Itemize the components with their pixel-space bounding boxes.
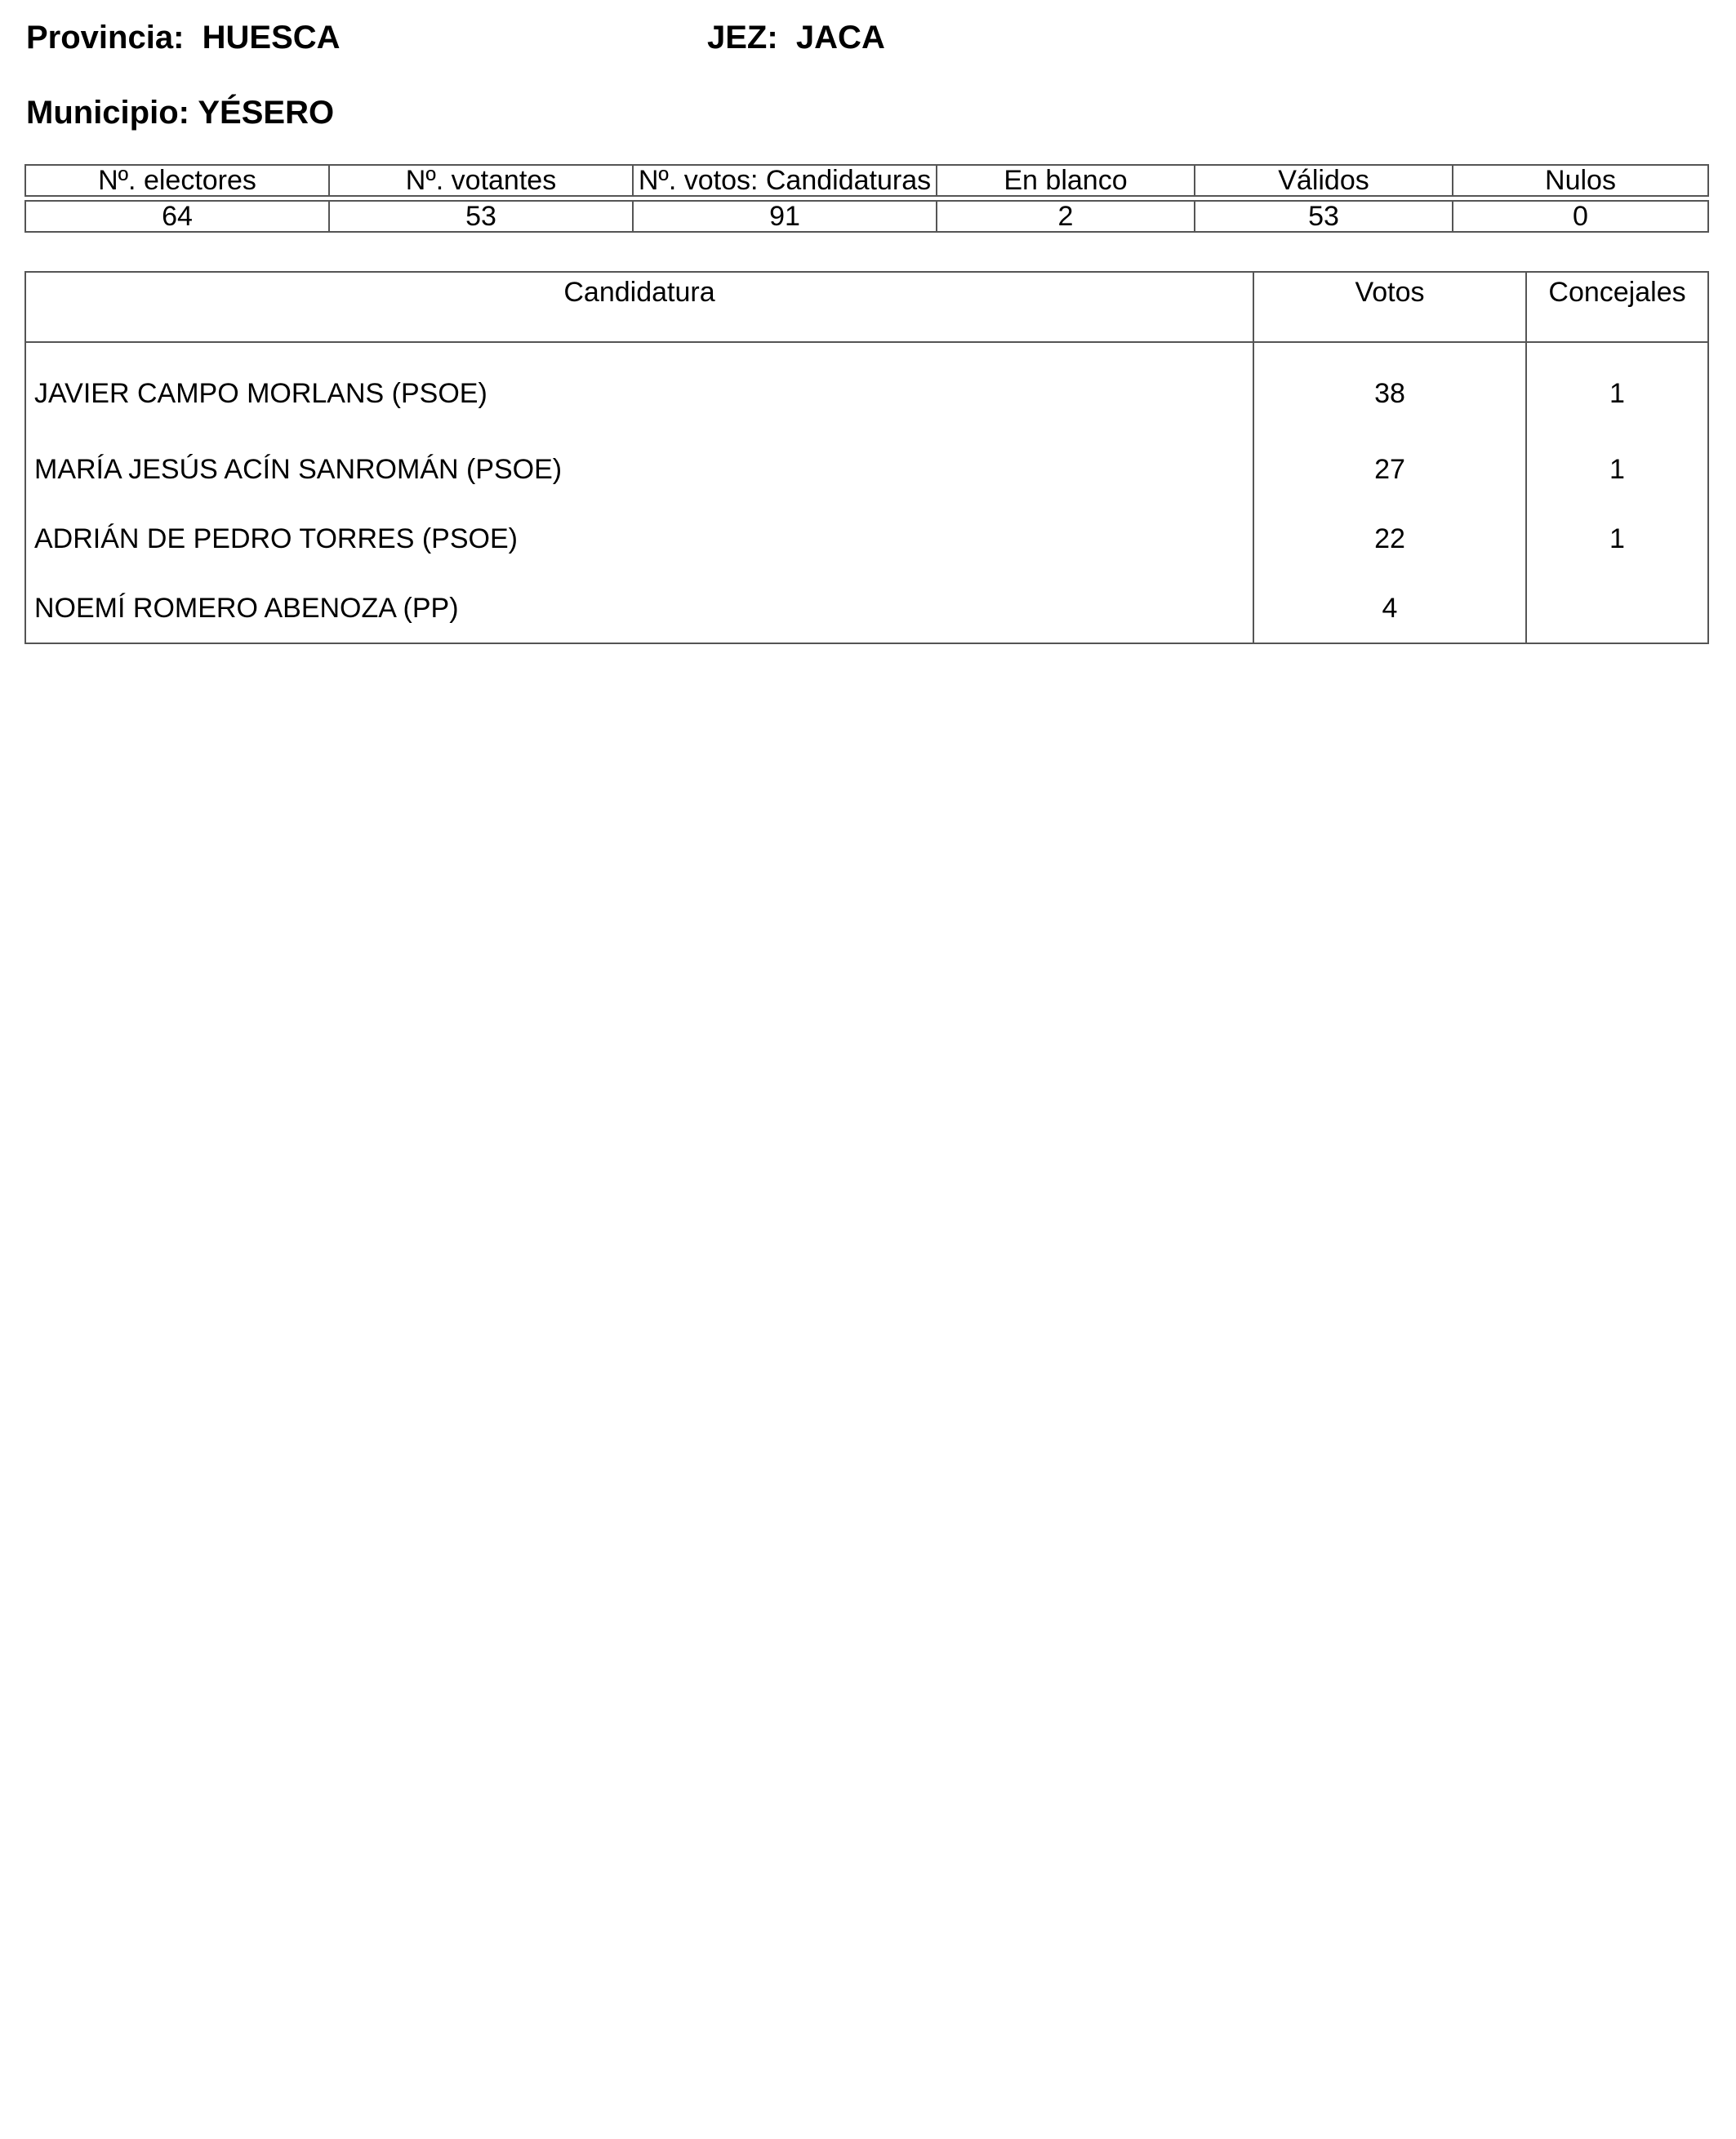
candidatura-cell: ADRIÁN DE PEDRO TORRES (PSOE) (25, 504, 1253, 573)
votos-cell: 27 (1253, 434, 1526, 504)
results-header-candidatura: Candidatura (25, 272, 1253, 342)
votos-cell: 4 (1253, 573, 1526, 643)
results-table (24, 271, 1709, 644)
summary-header-electores: Nº. electores (25, 165, 329, 196)
provincia-label: Provincia: (26, 20, 185, 56)
table-row (25, 342, 1708, 434)
results-header-votos: Votos (1253, 272, 1526, 342)
summary-value-en-blanco: 2 (937, 201, 1195, 232)
municipio-heading (26, 93, 334, 132)
jez-value: JACA (795, 20, 885, 56)
concejales-cell (1526, 573, 1708, 643)
results-header-row (25, 272, 1708, 342)
votos-cell: 38 (1253, 342, 1526, 434)
table-row (25, 434, 1708, 504)
candidatura-cell: NOEMÍ ROMERO ABENOZA (PP) (25, 573, 1253, 643)
concejales-cell: 1 (1526, 342, 1708, 434)
summary-value-validos: 53 (1195, 201, 1453, 232)
candidatura-cell: MARÍA JESÚS ACÍN SANROMÁN (PSOE) (25, 434, 1253, 504)
summary-value-nulos: 0 (1453, 201, 1708, 232)
summary-header-votos-candidaturas: Nº. votos: Candidaturas (633, 165, 937, 196)
concejales-cell: 1 (1526, 504, 1708, 573)
summary-header-en-blanco: En blanco (937, 165, 1195, 196)
provincia-heading (26, 18, 341, 57)
summary-value-row (25, 201, 1708, 232)
summary-header-validos: Válidos (1195, 165, 1453, 196)
summary-header-row (25, 165, 1708, 196)
summary-value-votantes: 53 (329, 201, 633, 232)
summary-header-votantes: Nº. votantes (329, 165, 633, 196)
votos-cell: 22 (1253, 504, 1526, 573)
municipio-value: YÉSERO (198, 95, 335, 131)
concejales-cell: 1 (1526, 434, 1708, 504)
candidatura-cell: JAVIER CAMPO MORLANS (PSOE) (25, 342, 1253, 434)
summary-table (24, 164, 1709, 233)
table-row (25, 504, 1708, 573)
provincia-value: HUESCA (202, 20, 341, 56)
municipio-label: Municipio: (26, 95, 189, 131)
jez-heading (707, 18, 885, 57)
summary-value-votos-candidaturas: 91 (633, 201, 937, 232)
summary-header-nulos: Nulos (1453, 165, 1708, 196)
table-row (25, 573, 1708, 643)
jez-label: JEZ: (707, 20, 778, 56)
results-header-concejales: Concejales (1526, 272, 1708, 342)
summary-value-electores: 64 (25, 201, 329, 232)
